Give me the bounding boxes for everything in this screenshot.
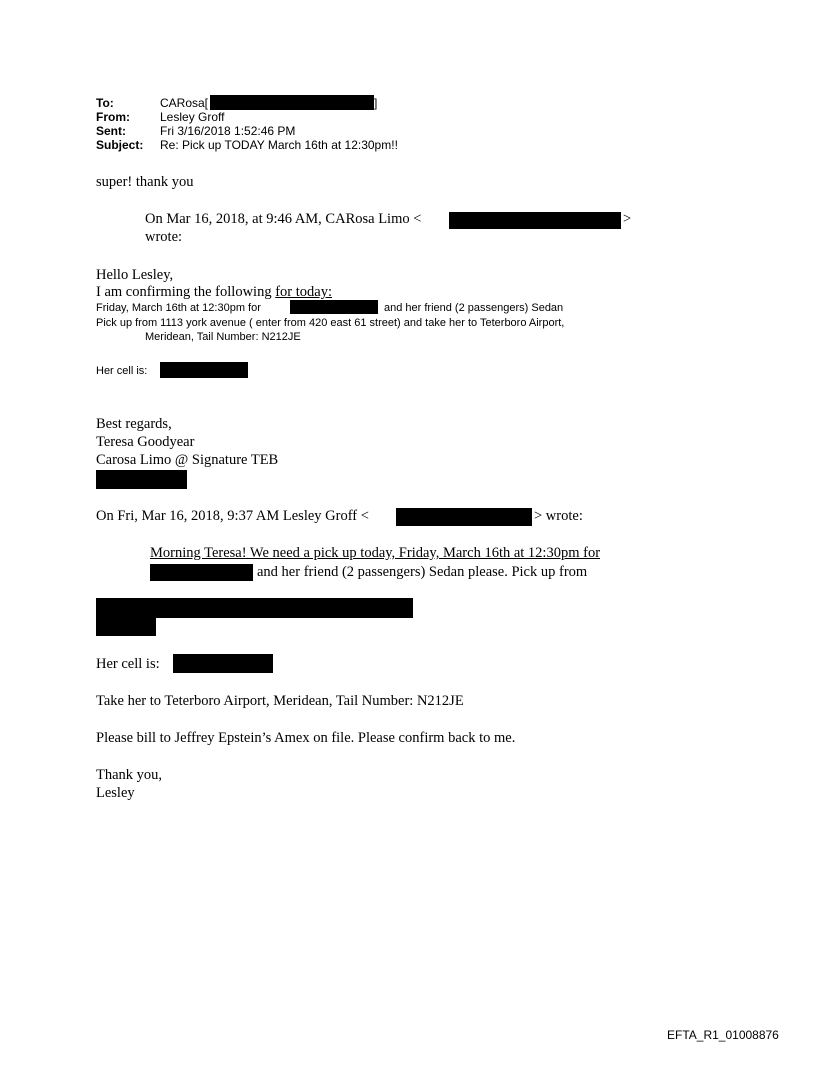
quote1-intro: On Mar 16, 2018, at 9:46 AM, CARosa Limo < [145,211,422,227]
greeting: Hello Lesley, [96,267,174,283]
redaction-box [96,618,156,636]
signoff: Best regards, [96,416,172,432]
detail-line-3: Meridean, Tail Number: N212JE [145,331,301,343]
take-her-line: Take her to Teterboro Airport, Meridean, Tail Number: N212JE [96,693,464,709]
from-value: Lesley Groff [160,110,225,124]
to-label: To: [96,96,114,110]
quote1-intro-close: > [623,211,632,227]
redaction-box [96,598,413,618]
redaction-box [96,470,187,489]
quote1-wrote: wrote: [145,229,183,245]
redaction-box [173,654,273,673]
sender-name: Lesley [96,785,135,801]
detail-line-1a: Friday, March 16th at 12:30pm for [96,302,261,314]
detail-line-2: Pick up from 1113 york avenue ( enter from 420 east 61 street) and take her to Teterboro Airport, [96,317,565,329]
redaction-box [290,300,378,314]
redaction-box [396,508,532,526]
sent-label: Sent: [96,124,126,138]
redaction-box [210,95,374,110]
cell-label-1: Her cell is: [96,365,148,377]
reply-text: super! thank you [96,174,194,190]
confirm-underlined: for today: [275,284,332,300]
lesley-line-1 [150,545,600,562]
bill-line: Please bill to Jeffrey Epstein’s Amex on file. Please confirm back to me. [96,730,516,746]
sent-value: Fri 3/16/2018 1:52:46 PM [160,124,296,138]
quote2-wrote: > wrote: [534,508,583,524]
document-id: EFTA_R1_01008876 [667,1028,779,1042]
from-label: From: [96,110,130,124]
subject-value: Re: Pick up TODAY March 16th at 12:30pm!! [160,138,398,152]
redaction-box [160,362,248,378]
cell-label-2: Her cell is: [96,656,160,672]
redaction-box [449,212,621,229]
detail-line-1b: and her friend (2 passengers) Sedan [384,302,564,314]
subject-label: Subject: [96,138,144,152]
signature-company: Carosa Limo @ Signature TEB [96,452,279,468]
thanks-line: Thank you, [96,767,163,783]
confirm-line: I am confirming the following for today: [96,284,332,300]
to-close: ] [374,96,378,110]
lesley-line-2: and her friend (2 passengers) Sedan please. Pick up from [257,564,588,580]
signature-name: Teresa Goodyear [96,434,195,450]
redaction-box [150,564,253,581]
lesley-line-1-text: Morning Teresa! We need a pick up today, Friday, March 16th at 12:30pm for [150,545,601,561]
to-value: CARosa[ [160,96,209,110]
quote2-intro: On Fri, Mar 16, 2018, 9:37 AM Lesley Groff < [96,508,369,524]
